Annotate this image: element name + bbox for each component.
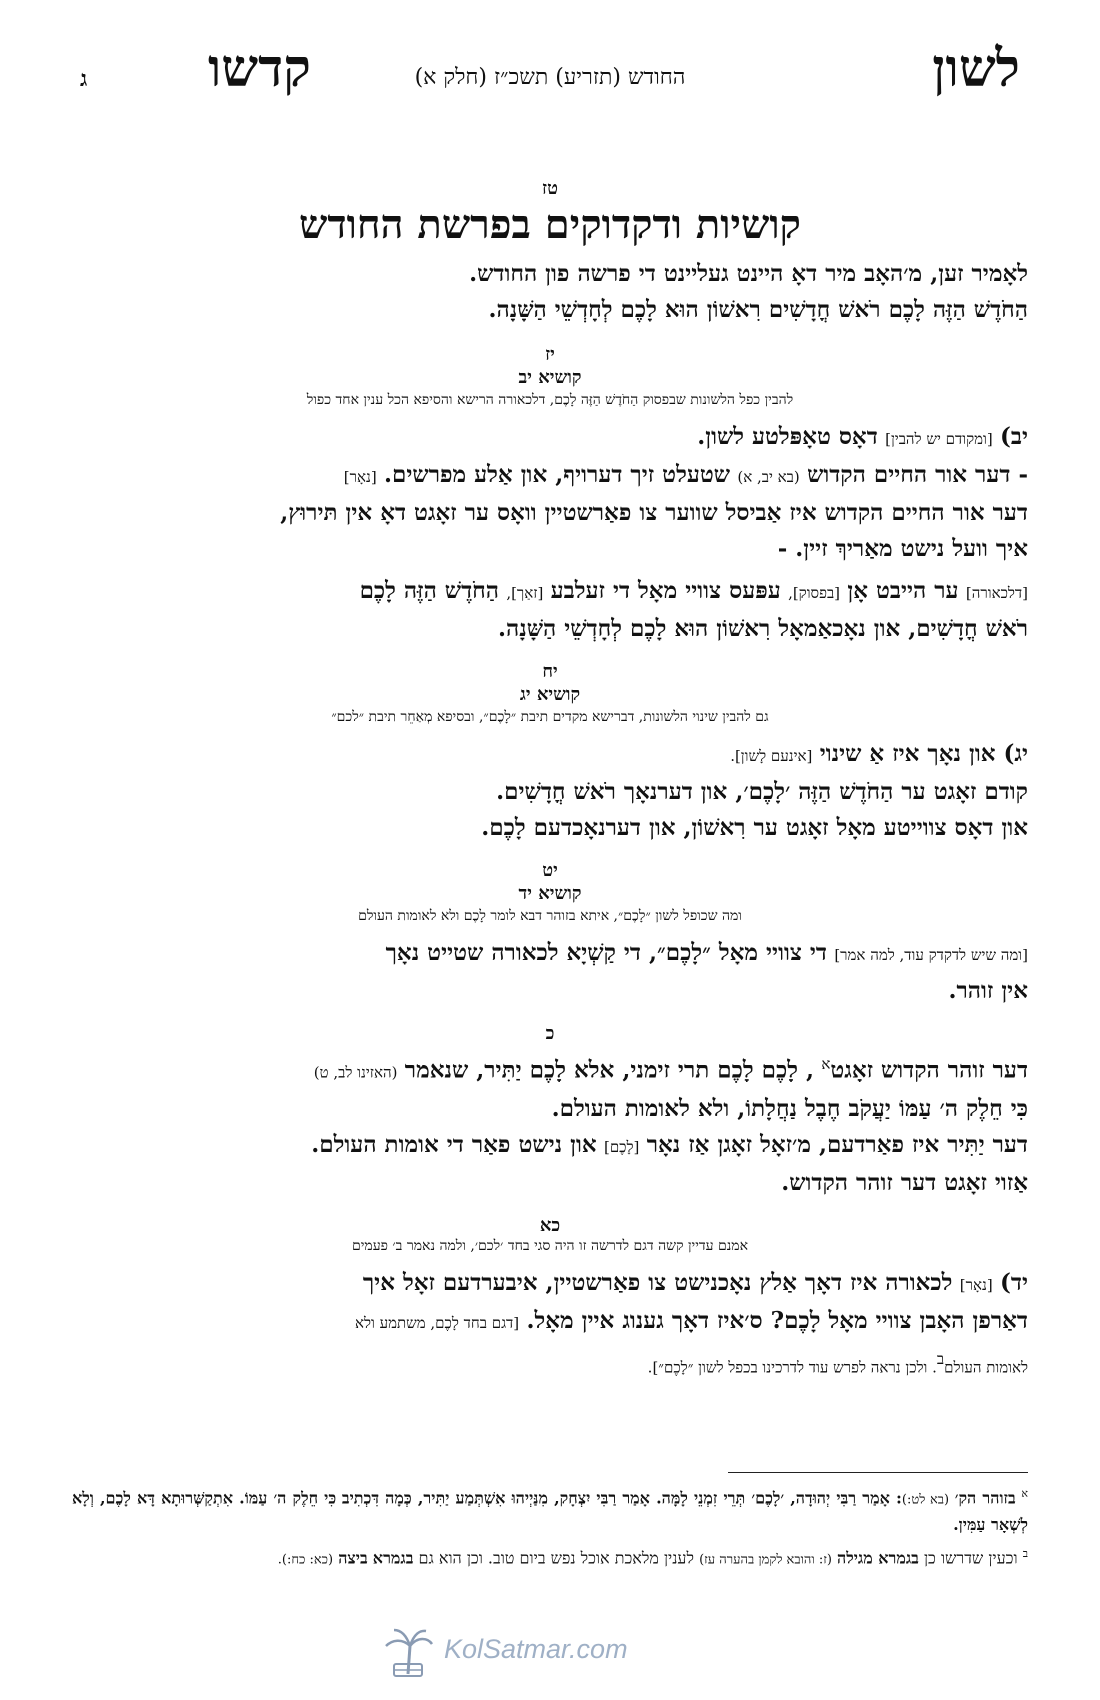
- section-number: יז: [545, 344, 555, 365]
- paragraph: איך וועל נישט מאַריךְ זיין. -: [777, 535, 1028, 562]
- text: לכאורה איז דאָך אַלץ נאָכנישט צו פאַרשטיין, איבערדעם זאָל איך: [362, 1268, 953, 1296]
- section-summary: להבין כפל הלשונות שבפסוק הַחֹדֶשׁ הַזֶּה לָכֶם, דלכאורה הרישא והסיפא הכל ענין אחד כפול: [306, 392, 794, 408]
- section-number: יט: [542, 860, 558, 881]
- source-ref: (ז: והובא לקמן בהערה עז): [699, 1552, 832, 1568]
- bracket-note: [אינעם לָשון].: [730, 747, 813, 765]
- bracket-note: [נאָר]: [343, 468, 377, 486]
- text: דער זוהר הקדוש זאָגט: [830, 1056, 1028, 1084]
- paragraph: אין זוהר.: [948, 977, 1028, 1004]
- text: וכעין שדרשו כן: [923, 1548, 1018, 1568]
- page-number: ג: [80, 66, 88, 92]
- section-summary: גם להבין שינוי הלשונות, דברישא מקדים תיבת ״לָכֶם״, ובסיפא מְאַחֵר תיבת ״לכם״: [331, 709, 769, 725]
- paragraph: כִּי חֵלֶק ה׳ עַמּוֹ יַעֲקֹב חֶבֶל נַחֲלָתוֹ, ולא לאומות העולם.: [551, 1094, 1028, 1122]
- footnote-marker: ב: [1022, 1547, 1028, 1561]
- paragraph: דער אור החיים הקדוש איז אַביסל שווער צו פאַרשטיין וואָס ער זאָגט דאָ אין תּירוּץ,: [280, 499, 1028, 526]
- text: ביצה: [338, 1548, 368, 1568]
- bracket-note: [זאַך],: [506, 584, 544, 602]
- text: דאַרפן האָבן צוויי מאָל לָכֶם? ס׳איז דאָך גענוג איין מאָל.: [526, 1306, 1028, 1334]
- section-summary: ומה שכופל לשון ״לָכֶם״, איתא בזוהר דבא לומר לָכֶם ולא לאומות העולם: [358, 908, 742, 924]
- footnote-marker: א: [1021, 1487, 1028, 1500]
- paragraph: [72, 1265, 1028, 1303]
- section-number: טז: [542, 178, 558, 199]
- paragraph: רֹאשׁ חֳדָשִׁים, און נאָכאַמאָל רִאשׁוֹן הוּא לָכֶם לְחָדְשֵׁי הַשָּׁנָה.: [498, 615, 1028, 642]
- verse: הַחֹדֶשׁ הַזֶּה לָכֶם רֹאשׁ חֳדָשִׁים רִאשׁוֹן הוּא לָכֶם לְחָדְשֵׁי הַשָּׁנָה.: [488, 296, 1028, 323]
- paragraph: [72, 457, 1028, 495]
- footnote: [72, 1481, 1028, 1537]
- bracket-note: . ולכן נראה לפרש עוד לדרכינו בכפל לשון ״לָכֶם״].: [647, 1358, 937, 1377]
- paragraph: אַזוי זאָגט דער זוהר הקדוש.: [781, 1168, 1028, 1196]
- text: , לָכֶם לָכֶם תרי זימני, אלא לָכֶם יַתִּיר, שנאמר: [404, 1056, 815, 1084]
- text: עפּעס צוויי מאָל די זעלבע: [550, 577, 781, 604]
- header-title-left: קדשו: [208, 38, 311, 99]
- paragraph: [72, 1046, 1028, 1091]
- text: יב): [1000, 423, 1028, 450]
- footnote-divider: [728, 1472, 1028, 1473]
- paragraph: [72, 935, 1028, 973]
- text: בזוהר הק׳: [954, 1488, 1016, 1508]
- paragraph: [72, 1127, 1028, 1165]
- header-title-right: לשון: [932, 38, 1020, 99]
- bracket-note: [דלכאורה]: [965, 584, 1028, 602]
- paragraph: [72, 419, 1028, 457]
- footnote-marker: ב: [936, 1349, 945, 1368]
- text: בגמרא מגילה: [837, 1548, 919, 1568]
- chapter-title: קושיות ודקדוקים בפרשת החודש: [299, 201, 801, 248]
- text: יג) און נאָך איז אַ שינוי: [819, 740, 1028, 767]
- text: דאָס טאָפּלטע לשון.: [697, 423, 878, 450]
- paragraph: [72, 1303, 1028, 1341]
- question-heading: קושיא יב: [518, 367, 582, 388]
- text: יד): [1000, 1268, 1028, 1296]
- section-number: יח: [542, 661, 558, 682]
- palm-tree-icon: [380, 1624, 436, 1680]
- text: דער יַתִּיר איז פאַרדעם, מ׳זאָל זאָגן אַז נאָר: [646, 1130, 1028, 1158]
- bracket-note: לאומות העולם: [944, 1358, 1028, 1377]
- bracket-note: [בפסוק],: [788, 584, 841, 602]
- question-heading: קושיא יד: [518, 883, 582, 904]
- page-header: [80, 38, 1020, 108]
- text: - דער אור החיים הקדוש: [807, 461, 1028, 488]
- main-content: [72, 168, 1028, 1385]
- logo-brand: KolSatmar: [444, 1634, 570, 1664]
- source-ref: (האזינו לב, ט): [313, 1063, 398, 1082]
- paragraph: [72, 573, 1028, 611]
- bracket-note: [לָכֶם]: [603, 1137, 640, 1156]
- text: ער הייבט אָן: [847, 577, 959, 604]
- text: בגמרא: [372, 1548, 414, 1568]
- source-ref: (כא: כח:).: [277, 1552, 334, 1568]
- source-ref: (בא לט:): [901, 1492, 950, 1508]
- paragraph: לאָמיר זען, מ׳האָב מיר דאָ היינט געליינט די פרשה פון החודש.: [469, 260, 1028, 287]
- header-subtitle: החודש (תזריע) תשכ״ז (חלק א): [414, 65, 686, 90]
- kolsatmar-logo: [380, 1624, 720, 1680]
- source-ref: (בא יב, א): [737, 468, 800, 486]
- footnote: [72, 1541, 1028, 1572]
- paragraph: [72, 736, 1028, 774]
- bracket-note: [נאָר]: [959, 1275, 993, 1294]
- text: די צוויי מאָל ״לָכֶם״, די קַשְׁיָא לכאורה שטייט נאָך: [385, 939, 827, 966]
- text: : אָמַר רַבִּי יְהוּדָה, ׳לָכֶם׳ תְּרֵי זִמְנֵי לָמָּה. אָמַר רַבִּי יִצְחָק, מִנַּיְיהוּ אִשְׁתְּמַע יַתִּיר, כְּמָה דִּכְתִיב: [341, 1488, 902, 1508]
- paragraph: [72, 1341, 1028, 1386]
- bracket-note: [דגם בחד לָכֶם, משתמע ולא: [354, 1313, 520, 1332]
- section-number: כ: [545, 1023, 555, 1044]
- bracket-note: [ומה שיש לדקדק עוד, למה אמר]: [834, 946, 1028, 964]
- section-summary: אמנם עדיין קשה דגם לדרשה זו היה סגי בחד ׳לכם׳, ולמה נאמר ב׳ פעמים: [352, 1237, 748, 1254]
- text: כִּי חֵלֶק ה׳ עַמּוֹ. אִתְקַשְּׁרוּתָא דָּא לָכֶם, וְלָא לְשְׁאָר עַמִּין.: [72, 1488, 1028, 1535]
- logo-suffix: .com: [569, 1634, 628, 1664]
- question-heading: קושיא יג: [519, 684, 581, 705]
- logo-text: [444, 1634, 628, 1665]
- paragraph: קודם זאָגט ער הַחֹדֶשׁ הַזֶּה ׳לָכֶם׳, און דערנאָך רֹאשׁ חֳדָשִׁים.: [496, 778, 1028, 805]
- text: לענין מלאכת אוכל נפש ביום טוב. וכן הוא גם: [418, 1548, 694, 1568]
- text: הַחֹדֶשׁ הַזֶּה לָכֶם: [359, 577, 499, 604]
- bracket-note: [ומקודם יש להבין]: [885, 430, 993, 448]
- paragraph: און דאָס צווייטע מאָל זאָגט ער רִאשׁוֹן, און דערנאָכדעם לָכֶם.: [481, 814, 1028, 841]
- text: שטעלט זיך דערויף, און אַלע מפרשים.: [384, 461, 731, 488]
- section-number: כא: [539, 1214, 561, 1236]
- footnotes: [72, 1472, 1028, 1577]
- footnote-marker: א: [821, 1055, 831, 1073]
- text: און נישט פאַר די אומות העולם.: [311, 1130, 597, 1158]
